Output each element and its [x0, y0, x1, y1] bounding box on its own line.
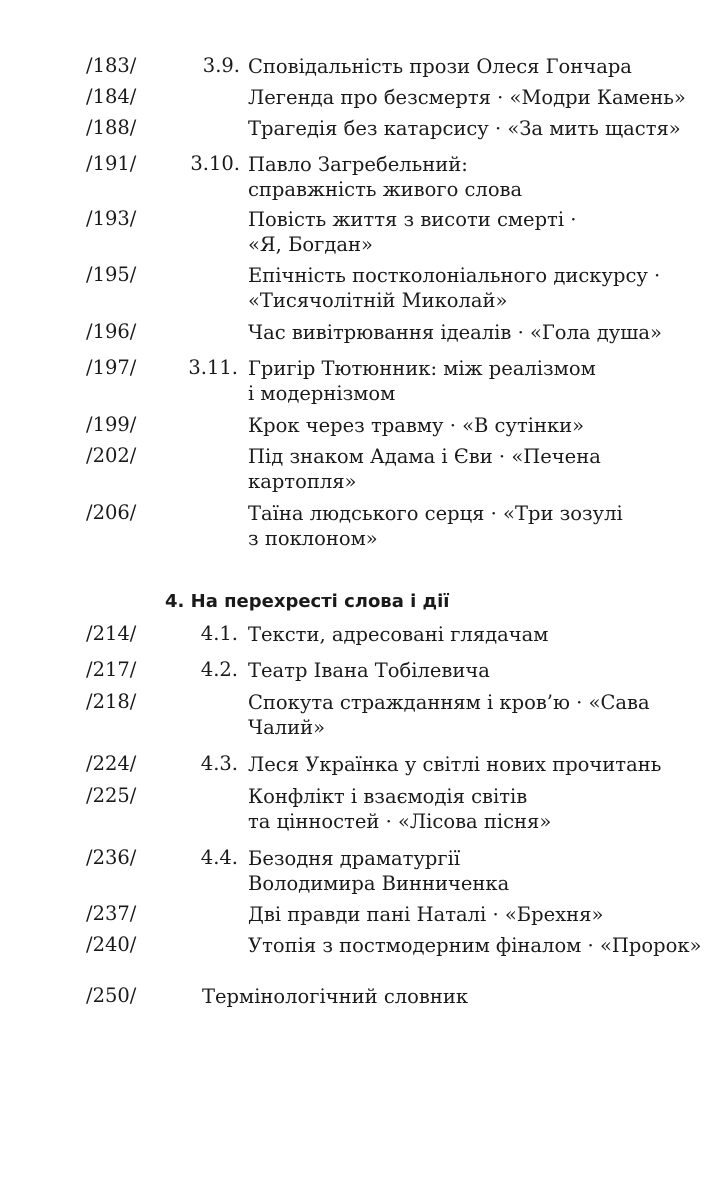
section-number: 3.10.: [190, 152, 240, 175]
entry-title: Павло Загребельний: справжність живого слова: [248, 153, 523, 201]
section-number: 4.2.: [200, 658, 238, 681]
page-number: /196/: [86, 320, 137, 343]
entry-title: Григір Тютюнник: між реалізмом і модернізмом: [248, 357, 596, 405]
page-number: /236/: [86, 846, 137, 869]
page-number: /183/: [86, 54, 137, 77]
page-number: /224/: [86, 752, 137, 775]
section-number: 4.3.: [200, 752, 238, 775]
page-number: /188/: [86, 116, 137, 139]
entry-title: Театр Івана Тобілевича: [248, 659, 490, 682]
entry-title: Конфлікт і взаємодія світів та цінностей · «Лісова пісня»: [248, 785, 552, 833]
page-number: /250/: [86, 984, 137, 1007]
entry-title: Дві правди пані Наталі · «Брехня»: [248, 903, 604, 926]
page-number: /199/: [86, 413, 137, 436]
section-number: 3.11.: [188, 356, 238, 379]
entry-title: Епічність постколоніального дискурсу · «Тисячолітній Миколай»: [248, 264, 661, 312]
page-number: /225/: [86, 784, 137, 807]
entry-title: Утопія з постмодерним фіналом · «Пророк»: [248, 934, 702, 957]
page-number: /195/: [86, 263, 137, 286]
entry-title: Легенда про безсмертя · «Модри Камень»: [248, 86, 686, 109]
chapter-heading: 4. На перехресті слова і дії: [165, 591, 450, 612]
page-number: /184/: [86, 85, 137, 108]
page-number: /202/: [86, 444, 137, 467]
section-number: 3.9.: [202, 54, 240, 77]
entry-title: Сповідальність прози Олеся Гончара: [248, 55, 632, 78]
entry-title: Безодня драматургії Володимира Винниченка: [248, 847, 510, 895]
entry-title: Трагедія без катарсису · «За мить щастя»: [248, 117, 681, 140]
entry-title: Крок через травму · «В сутінки»: [248, 414, 585, 437]
entry-title: Термінологічний словник: [202, 985, 469, 1008]
section-number: 4.1.: [200, 622, 238, 645]
section-number: 4.4.: [200, 846, 238, 869]
page-number: /240/: [86, 933, 137, 956]
page-number: /214/: [86, 622, 137, 645]
entry-title: Повість життя з висоти смерті · «Я, Богдан»: [248, 208, 577, 256]
entry-title: Леся Українка у світлі нових прочитань: [248, 753, 662, 776]
page-number: /191/: [86, 152, 137, 175]
entry-title: Таїна людського серця · «Три зозулі з поклоном»: [248, 502, 623, 550]
page-number: /218/: [86, 690, 137, 713]
page-number: /197/: [86, 356, 137, 379]
entry-title: Тексти, адресовані глядачам: [248, 623, 549, 646]
page-number: /193/: [86, 207, 137, 230]
page-number: /206/: [86, 501, 137, 524]
entry-title: Під знаком Адама і Єви · «Печена картопля»: [248, 445, 601, 493]
entry-title: Спокута стражданням і кров’ю · «Сава Чалий»: [248, 691, 650, 739]
entry-title: Час вивітрювання ідеалів · «Гола душа»: [248, 321, 662, 344]
page-number: /237/: [86, 902, 137, 925]
page-number: /217/: [86, 658, 137, 681]
